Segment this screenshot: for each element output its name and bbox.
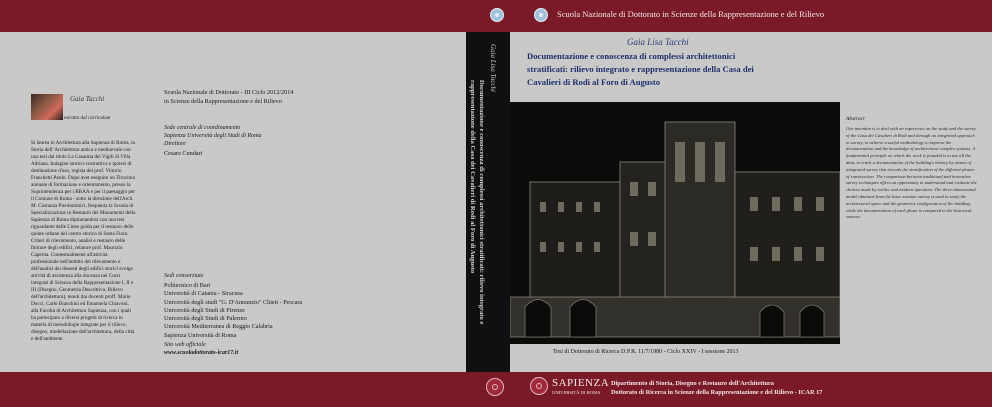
site-label: Sito web ufficiale xyxy=(164,342,206,348)
author-signature: Gaia Tacchi xyxy=(70,95,105,103)
author-bio: Si laurea in Architettura alla Sapienza di Roma, in Storia dell' Architettura antica e medioevale con una tesi dal titolo La Casarma dei Vigili di Villa Adriana. Indagine storico-costruttiva e ipotesi di destinazione d'uso, regista del prof. Vittorio Franchetti Pardo. Dopo aver eseguito un Tirocinio annuale di formazione e orientamento, presso la Soprintendenza per i BBAA e per il paesaggio per il Comune di Roma - sotto la direzione dell'Arch. M. Costanza Pierdominici, frequenta la Scuola di Specializzazione in Restauro dei Monumenti della Sapienza di Roma diplomandosi con una tesi riguardante delle Linee guida per il restauro delle quinte urbane del centro storico di Santa Fiora. Criteri di rilevamento, analisi e restauro delle finiture degli edifici, relatore prof. Maurizio Caperna. Contestualmente all'attività professionale nell'ambito del rilevamento e dell'analisi dei dissesti degli edifici storici svolge attività di assistenza alla docenza nei Corsi integrati di Scienza della Rappresentazione I, II e III (Disegno, Geometria Descrittiva, Rilievo dell'architettura), tenuti dai docenti proff. Mario Docci, Carlo Bianchini ed Emanuela Chiavoni, alla Facoltà di Architettura Sapienza, con i quali ha partecipato a diversi progetti di ricerca in materia di metodologie integrate per il rilievo, disegno, modellazione dell'architettura, della città e dell'ambiente. xyxy=(31,140,136,342)
list-item: Università Mediterranea di Reggio Calabria xyxy=(164,323,273,331)
seal-icon xyxy=(486,378,504,396)
abstract-label: Abstract xyxy=(846,116,865,122)
spine-author: Gaia Lisa Tacchi xyxy=(489,44,497,92)
building-render-svg xyxy=(510,102,840,344)
abstract-text: Our intention is to deal with an experience on the study and the survey of the Casa dei Cavalieri di Rodi and through an integrated approach to survey, to achieve a useful methodology to improve the documentation and the knowledge of architectural complex systems. A fundamental principle on which the work is founded is to use all the data, to reach a documentation of the building's history by means of integrated survey that records the stratification of the different phases of construction. The comparison between traditional and innovative survey techniques offers an opportunity to understand and evaluate the choices made by earlier and modern operators. The three-dimensional model obtained from the laser scanner survey is used to study the architectural space and the geometric configuration of the building, while the documentation of each phase is compared to the historical sources. xyxy=(846,126,977,220)
spine-title: Documentazione e conoscenza di complessi architettonici stratificati: rilievo integrato e rappresentazione della Casa dei Cavalieri di Rodi al Foro di Augusto xyxy=(469,80,485,325)
list-item: Università degli Studi di Palermo xyxy=(164,315,247,323)
front-author: Gaia Lisa Tacchi xyxy=(627,37,689,47)
building-image xyxy=(510,102,840,344)
title-line: Documentazione e conoscenza di complessi architettonici xyxy=(527,51,736,61)
curriculum-label: estratto dal curriculum xyxy=(64,116,111,121)
consorziate-label: Sedi consorziate xyxy=(164,273,204,279)
front-title xyxy=(527,50,837,89)
seal-icon xyxy=(534,8,548,22)
universita-label: UNIVERSITÀ DI ROMA xyxy=(552,390,601,395)
dept-line2: Dottorato di Ricerca in Scienze della Rappresentazione e del Rilievo - ICAR 17 xyxy=(611,389,823,396)
site-value: www.scuoladottorato-icar17.it xyxy=(164,350,239,356)
direttore-label: Direttore xyxy=(164,141,186,147)
school-line2: in Scienze della Rappresentazione e del Rilievo xyxy=(164,98,282,105)
author-photo xyxy=(31,94,63,120)
thesis-line: Tesi di Dottorato di Ricerca D.P.R. 11/7/1980 - Ciclo XXIV - I sessione 2013 xyxy=(553,349,739,355)
sapienza-seal-icon xyxy=(530,377,548,395)
list-item: Università di Catania - Siracusa xyxy=(164,290,243,298)
sapienza-label: SAPIENZA xyxy=(552,377,610,389)
school-line1: Scuola Nazionale di Dottorato - III Ciclo 2012/2014 xyxy=(164,89,294,96)
seal-icon xyxy=(490,8,504,22)
sede-label: Sede centrale di coordinamento xyxy=(164,125,241,131)
consorziate-list xyxy=(164,282,302,340)
sede-value: Sapienza Università degli Studi di Roma xyxy=(164,133,262,139)
list-item: Sapienza Università di Roma xyxy=(164,331,237,339)
title-line: stratificati: rilievo integrato e rappresentazione della Casa dei xyxy=(527,64,754,74)
title-line: Cavalieri di Rodi al Foro di Augusto xyxy=(527,77,661,87)
list-item: Università degli studi "G. D'Annunzio" Chieti - Pescara xyxy=(164,298,303,306)
direttore-value: Cesare Cundari xyxy=(164,150,203,157)
list-item: Politecnico di Bari xyxy=(164,282,211,289)
list-item: Università degli Studi di Firenze xyxy=(164,306,245,314)
dept-line1: Dipartimento di Storia, Disegno e Restauro dell'Architettura xyxy=(611,380,774,387)
header-school: Scuola Nazionale di Dottorato in Scienze della Rappresentazione e del Rilievo xyxy=(557,9,825,19)
